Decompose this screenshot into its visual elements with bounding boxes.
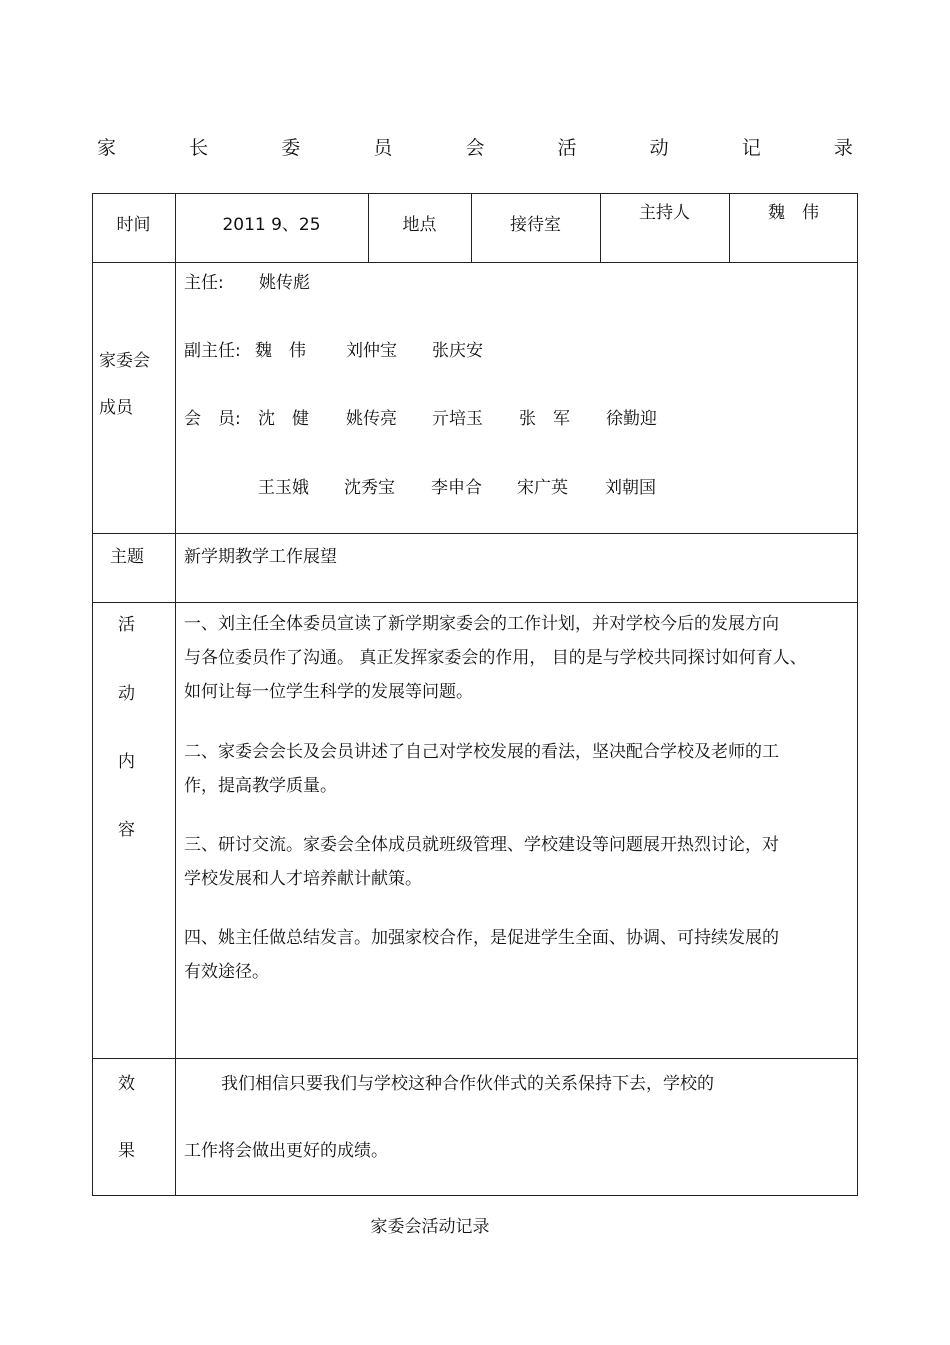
title-char: 家 — [97, 137, 117, 159]
member-name: 姚传亮 — [346, 409, 397, 429]
row-divider — [92, 262, 858, 263]
row-divider — [92, 533, 858, 534]
time-value: 2011 9、25 — [222, 215, 321, 235]
member-name: 张 军 — [519, 409, 570, 429]
place-value: 接待室 — [510, 215, 561, 235]
member-name: 亓培玉 — [432, 409, 483, 429]
effect-label-char: 效 — [118, 1074, 135, 1094]
title-char: 活 — [557, 137, 577, 159]
document-title — [97, 133, 853, 160]
title-char: 会 — [465, 137, 485, 159]
content-line: 如何让每一位学生科学的发展等问题。 — [184, 682, 473, 702]
row-divider — [92, 1058, 858, 1059]
host-value: 魏 伟 — [768, 203, 819, 223]
title-char: 记 — [741, 137, 761, 159]
content-line: 与各位委员作了沟通。 真正发挥家委会的作用， 目的是与学校共同探讨如何育人、 — [184, 648, 807, 668]
header-column-divider — [600, 193, 601, 262]
content-paragraph-3 — [184, 828, 844, 896]
title-char: 动 — [649, 137, 669, 159]
member-name: 王玉娥 — [258, 478, 309, 498]
title-char: 录 — [833, 137, 853, 159]
label-column-divider — [175, 193, 176, 1196]
member-name: 沈秀宝 — [344, 478, 395, 498]
member-label: 会 员: — [184, 409, 241, 429]
member-name: 徐勤迎 — [606, 409, 657, 429]
effect-line: 我们相信只要我们与学校这种合作伙伴式的关系保持下去，学校的 — [221, 1074, 714, 1094]
time-label: 时间 — [116, 215, 151, 235]
content-line: 三、研讨交流。家委会全体成员就班级管理、学校建设等问题展开热烈讨论，对 — [184, 835, 779, 855]
content-paragraph-2 — [184, 735, 844, 803]
topic-value: 新学期教学工作展望 — [184, 547, 337, 567]
member-name: 沈 健 — [258, 409, 309, 429]
vice-director-name: 魏 伟 — [255, 341, 306, 361]
title-char: 长 — [189, 137, 209, 159]
content-label-char: 内 — [118, 752, 135, 772]
content-line: 二、家委会会长及会员讲述了自己对学校发展的看法，坚决配合学校及老师的工 — [184, 742, 779, 762]
effect-label-char: 果 — [118, 1141, 135, 1161]
content-line: 四、姚主任做总结发言。加强家校合作，是促进学生全面、协调、可持续发展的 — [184, 928, 779, 948]
place-label: 地点 — [402, 215, 437, 235]
vice-director-name: 刘仲宝 — [346, 341, 397, 361]
row-divider — [92, 602, 858, 603]
content-label-char: 活 — [118, 615, 135, 635]
topic-label: 主题 — [110, 547, 144, 567]
content-line: 学校发展和人才培养献计献策。 — [184, 869, 422, 889]
vice-director-name: 张庆安 — [432, 341, 483, 361]
table-caption: 家委会活动记录 — [370, 1217, 490, 1237]
content-line: 作，提高教学质量。 — [184, 776, 337, 796]
content-line: 有效途径。 — [184, 962, 269, 982]
member-name: 李申合 — [431, 478, 482, 498]
content-paragraph-1 — [184, 607, 844, 709]
host-label: 主持人 — [639, 203, 690, 223]
member-name: 刘朝国 — [605, 478, 656, 498]
title-char: 员 — [373, 137, 393, 159]
member-name: 宋广英 — [517, 478, 568, 498]
content-label-char: 容 — [118, 820, 135, 840]
content-paragraph-4 — [184, 921, 844, 989]
vice-director-label: 副主任: — [184, 341, 241, 361]
director-label: 主任: — [184, 273, 224, 293]
effect-line: 工作将会做出更好的成绩。 — [184, 1141, 388, 1161]
header-column-divider — [729, 193, 730, 262]
content-line: 一、刘主任全体委员宣读了新学期家委会的工作计划，并对学校今后的发展方向 — [184, 614, 779, 634]
title-char: 委 — [281, 137, 301, 159]
director-name: 姚传彪 — [259, 273, 310, 293]
members-label: 成员 — [99, 398, 133, 418]
members-label: 家委会 — [99, 351, 150, 371]
content-label-char: 动 — [118, 684, 135, 704]
